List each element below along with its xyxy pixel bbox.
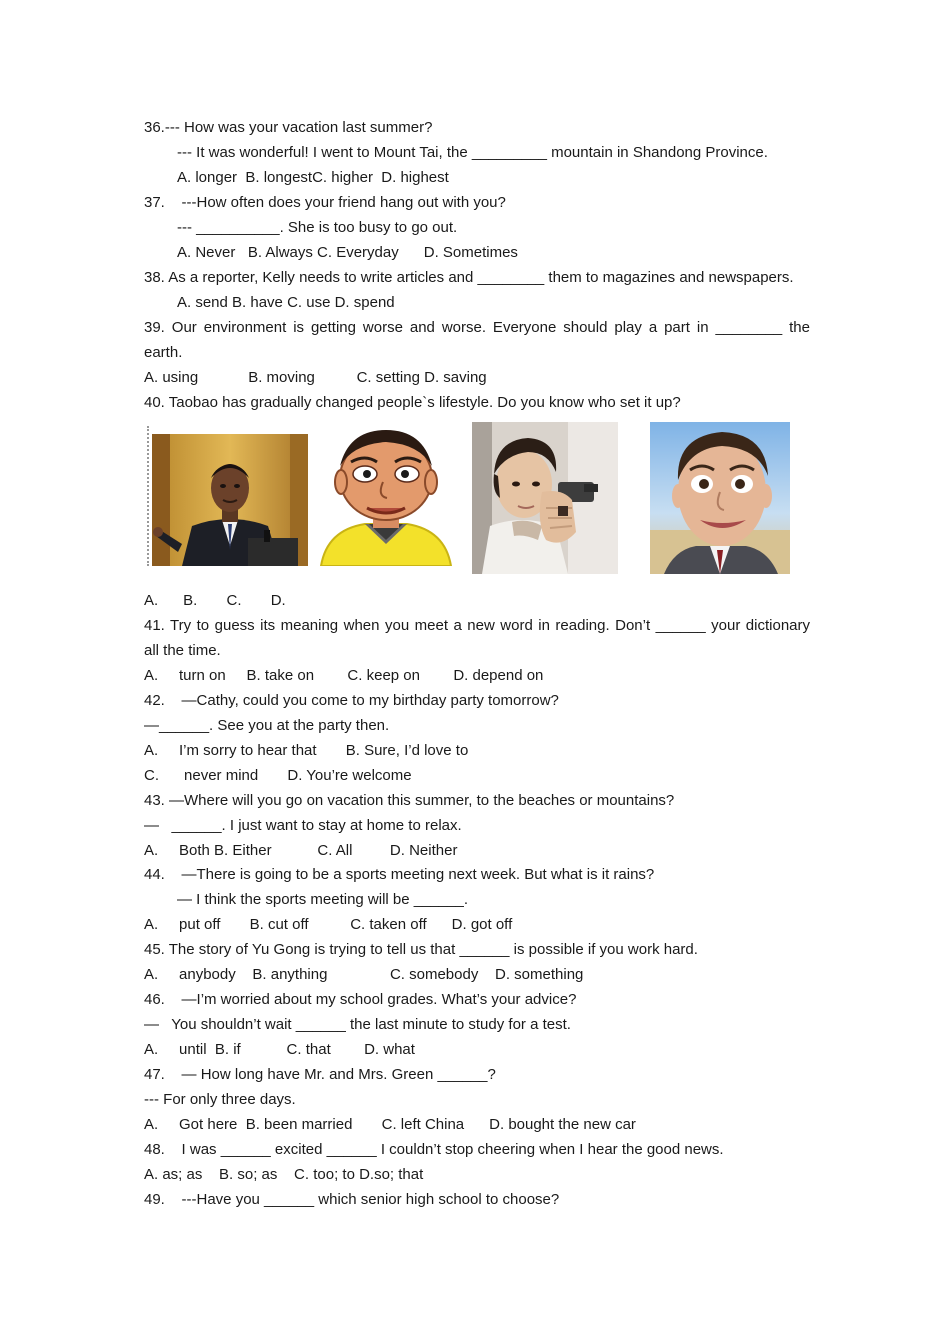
q46-answer: — You shouldn’t wait ______ the last minute to study for a test.	[144, 1016, 571, 1033]
comedian-face-photo	[650, 422, 790, 574]
q40-options: A. B. C. D.	[144, 592, 286, 609]
q38-options: A. send B. have C. use D. spend	[177, 294, 395, 311]
q44-question: 44. —There is going to be a sports meeting next week. But what is it rains?	[144, 866, 655, 883]
q47-options: A. Got here B. been married C. left China D. bought the new car	[144, 1116, 636, 1133]
q42-options-ab: A. I’m sorry to hear that B. Sure, I’d love to	[144, 742, 469, 759]
q36-options: A. longer B. longestC. higher D. highest	[177, 169, 449, 186]
q37-answer: --- __________. She is too busy to go out.	[177, 219, 458, 236]
q41-question-cont: all the time.	[144, 642, 221, 659]
q36-answer: --- It was wonderful! I went to Mount Tai, the _________ mountain in Shandong Province.	[177, 144, 768, 161]
q45-options: A. anybody B. anything C. somebody D. something	[144, 966, 584, 983]
young-man-with-gun-photo	[472, 422, 618, 574]
q46-question: 46. —I’m worried about my school grades. What’s your advice?	[144, 991, 577, 1008]
q37-options: A. Never B. Always C. Everyday D. Sometimes	[177, 244, 518, 261]
q39-question-cont: earth.	[144, 344, 183, 361]
q39-options: A. using B. moving C. setting D. saving	[144, 369, 487, 386]
q42-answer: —______. See you at the party then.	[144, 717, 390, 734]
q41-options: A. turn on B. take on C. keep on D. depend on	[144, 667, 544, 684]
q44-answer: — I think the sports meeting will be ______.	[177, 891, 468, 908]
q42-question: 42. —Cathy, could you come to my birthday party tomorrow?	[144, 692, 559, 709]
q48-question: 48. I was ______ excited ______ I couldn’t stop cheering when I hear the good news.	[144, 1141, 724, 1158]
q39-question: 39. Our environment is getting worse and worse. Everyone should play a part in ________ the	[144, 319, 810, 336]
q36-question: 36.--- How was your vacation last summer?	[144, 119, 433, 136]
q45-question: 45. The story of Yu Gong is trying to tell us that ______ is possible if you work hard.	[144, 941, 698, 958]
q48-options: A. as; as B. so; as C. too; to D.so; that	[144, 1166, 424, 1183]
q41-question: 41. Try to guess its meaning when you meet a new word in reading. Don’t ______ your dictionary	[144, 617, 810, 634]
q37-question: 37. ---How often does your friend hang out with you?	[144, 194, 506, 211]
q44-options: A. put off B. cut off C. taken off D. got off	[144, 916, 513, 933]
q47-question: 47. — How long have Mr. and Mrs. Green ______?	[144, 1066, 496, 1083]
cartoon-man-yellow-sweater	[315, 426, 457, 566]
q43-answer: — ______. I just want to stay at home to relax.	[144, 817, 462, 834]
q47-answer: --- For only three days.	[144, 1091, 296, 1108]
q40-question: 40. Taobao has gradually changed people`s lifestyle. Do you know who set it up?	[144, 394, 681, 411]
q46-options: A. until B. if C. that D. what	[144, 1041, 415, 1058]
q49-question: 49. ---Have you ______ which senior high school to choose?	[144, 1191, 560, 1208]
q38-question: 38. As a reporter, Kelly needs to write articles and ________ them to magazines and newspapers.	[144, 269, 794, 286]
q40-pictures	[147, 420, 807, 582]
q43-options: A. Both B. Either C. All D. Neither	[144, 842, 458, 859]
q42-options-cd: C. never mind D. You’re welcome	[144, 767, 412, 784]
man-in-suit-photo	[152, 434, 308, 566]
q43-question: 43. —Where will you go on vacation this summer, to the beaches or mountains?	[144, 792, 675, 809]
